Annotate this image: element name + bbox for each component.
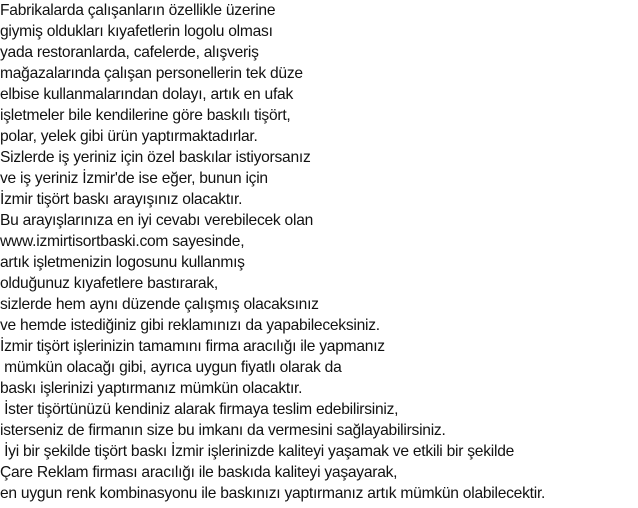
text-line: Sizlerde iş yeriniz için özel baskılar istiyorsanız — [0, 149, 311, 166]
text-line: Çare Reklam firması aracılığı ile baskıda kaliteyi yaşayarak, — [0, 464, 398, 481]
text-line: işletmeler bile kendilerine göre baskılı tişört, — [0, 107, 291, 124]
text-line: mağazalarında çalışan personellerin tek düze — [0, 65, 303, 82]
text-line: İyi bir şekilde tişört baskı İzmir işlerinizde kaliteyi yaşamak ve etkili bir şekilde — [0, 443, 515, 460]
text-line: elbise kullanmalarından dolayı, artık en ufak — [0, 86, 294, 103]
text-line: isterseniz de firmanın size bu imkanı da vermesini sağlayabilirsiniz. — [0, 422, 446, 439]
text-line: yada restoranlarda, cafelerde, alışveriş — [0, 44, 259, 61]
text-line: en uygun renk kombinasyonu ile baskınızı yaptırmanız artık mümkün olabilecektir. — [0, 485, 546, 502]
text-line: sizlerde hem aynı düzende çalışmış olacaksınız — [0, 296, 319, 313]
text-line: ve hemde istediğiniz gibi reklamınızı da yapabileceksiniz. — [0, 317, 380, 334]
text-line: ve iş yeriniz İzmir'de ise eğer, bunun için — [0, 170, 268, 187]
text-line: İster tişörtünüzü kendiniz alarak firmaya teslim edebilirsiniz, — [0, 401, 399, 418]
text-line: İzmir tişört işlerinizin tamamını firma aracılığı ile yapmanız — [0, 338, 385, 355]
text-line: baskı işlerinizi yaptırmanız mümkün olacaktır. — [0, 380, 303, 397]
text-line: Bu arayışlarınıza en iyi cevabı verebilecek olan — [0, 212, 314, 229]
text-line: giymiş oldukları kıyafetlerin logolu olması — [0, 23, 273, 40]
text-line: www.izmirtisortbaski.com sayesinde, — [0, 233, 245, 250]
text-line: İzmir tişört baskı arayışınız olacaktır. — [0, 191, 243, 208]
text-line: polar, yelek gibi ürün yaptırmaktadırlar. — [0, 128, 258, 145]
text-line: mümkün olacağı gibi, ayrıca uygun fiyatlı olarak da — [0, 359, 342, 376]
text-line: olduğunuz kıyafetlere bastırarak, — [0, 275, 218, 292]
text-line: artık işletmenizin logosunu kullanmış — [0, 254, 245, 271]
text-line: Fabrikalarda çalışanların özellikle üzerine — [0, 2, 276, 19]
